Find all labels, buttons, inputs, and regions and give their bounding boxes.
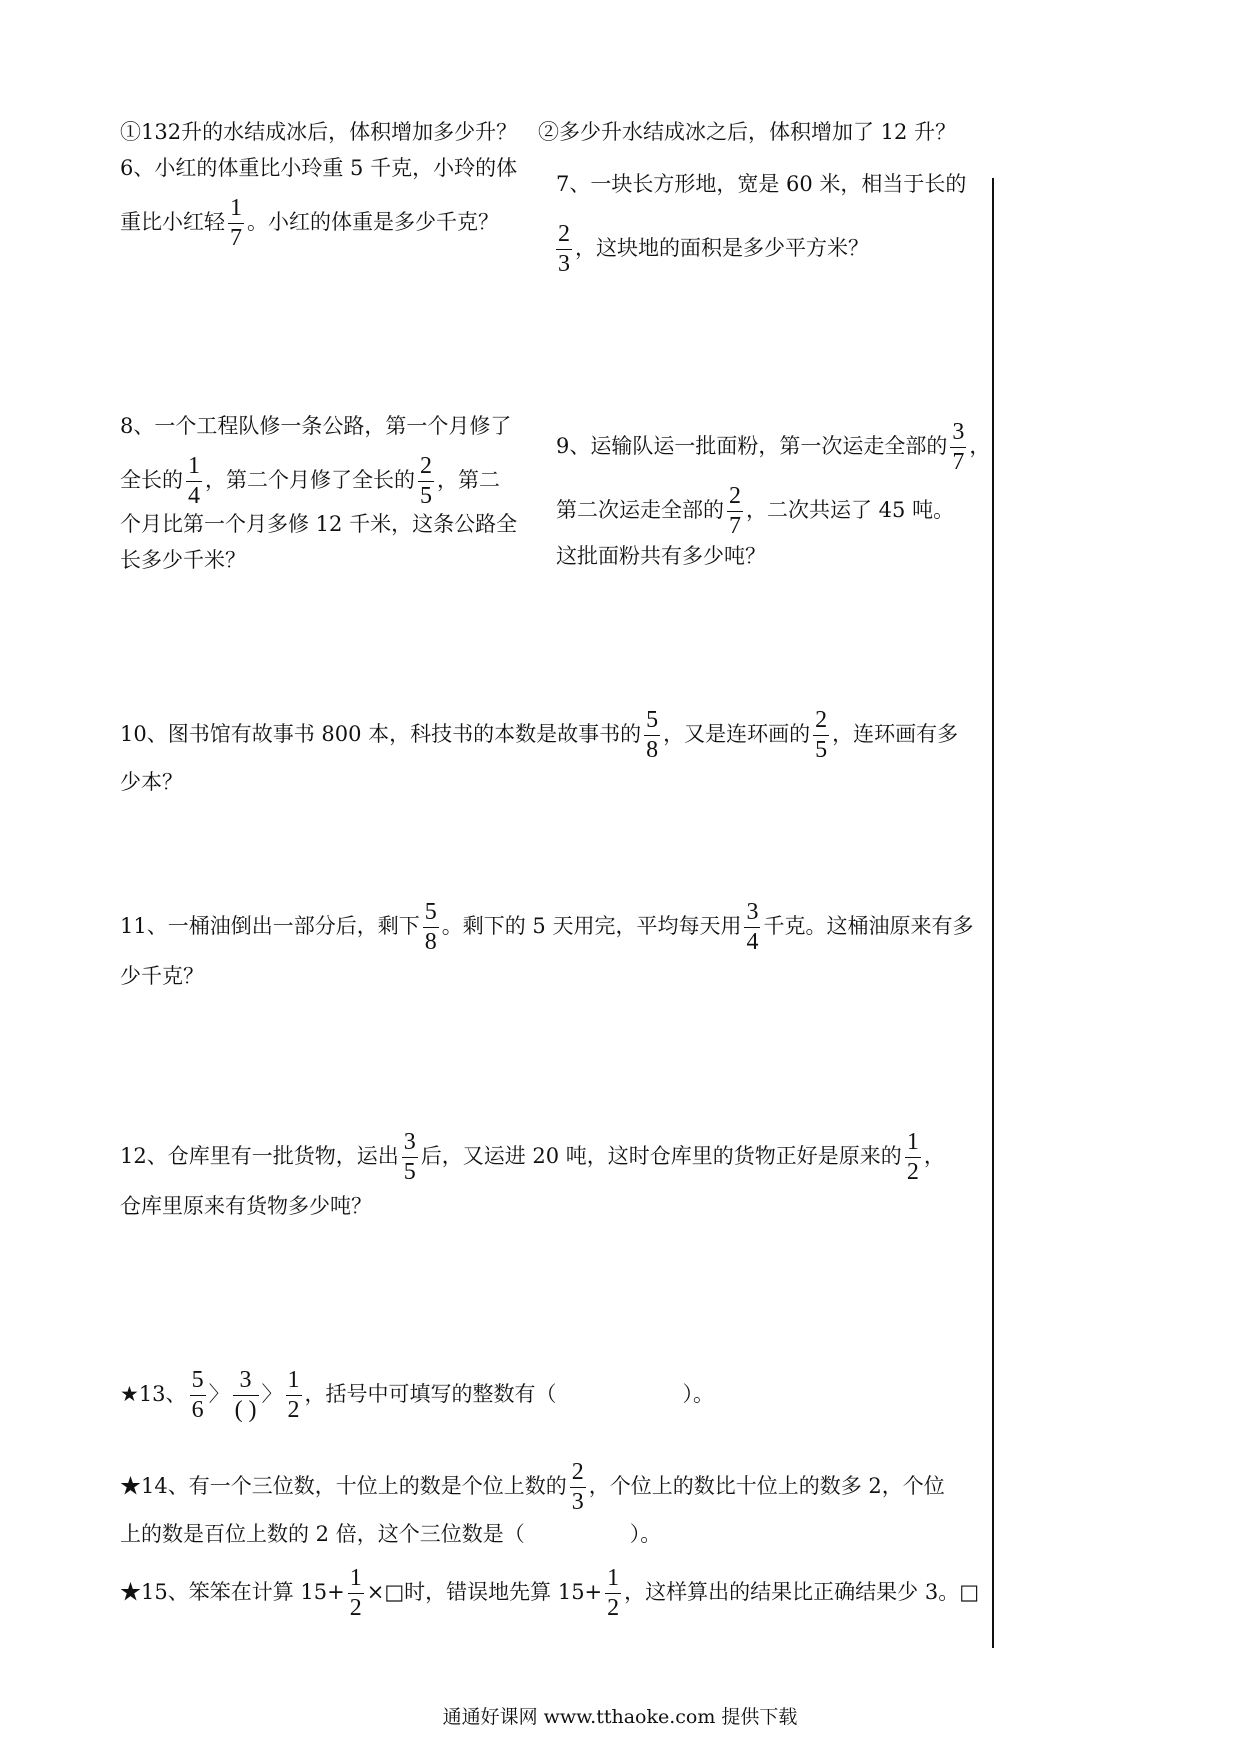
denominator: 3 [558,251,570,278]
problem-13-text: ，括号中可填写的整数有（ ）。 [304,1382,715,1407]
denominator: 5 [815,737,828,764]
problem-8-text: ，第二 [437,468,500,493]
fraction [744,900,760,955]
denominator: 5 [403,1159,416,1186]
fraction [418,454,434,509]
problem-9-line3: 这批面粉共有多少吨？ [556,544,766,568]
numerator: 1 [286,1368,302,1396]
denominator: 3 [571,1489,584,1516]
problem-15-text: ，这样算出的结果比正确结果少 3。□ [624,1580,980,1605]
problem-7-line2 [556,222,869,277]
numerator: 1 [228,196,244,224]
numerator: 3 [744,900,760,928]
problem-6-line1: 6、小红的体重比小玲重 5 千克，小玲的体 [120,156,518,180]
problem-14-line1 [120,1460,945,1515]
problem-10-line1 [120,708,958,763]
problem-9-text: 9、运输队运一批面粉，第一次运走全部的 [556,434,948,459]
problem-12-text: 后，又运进 20 吨，这时仓库里的货物正好是原来的 [420,1144,902,1169]
problem-10-text: ，又是连环画的 [663,722,811,747]
numerator: 1 [905,1130,921,1158]
greater-than-sign: 〉 [261,1382,283,1407]
numerator: 2 [556,222,572,250]
numerator: 1 [348,1566,364,1594]
problem-13-text: ★13、 [120,1382,187,1407]
denominator: 7 [230,225,242,252]
fraction [605,1566,621,1621]
problem-6-text: 。小红的体重是多少千克？ [247,210,499,235]
problem-9-line2 [556,484,954,539]
fraction [186,454,202,509]
problem-9-text: ，二次共运了 45 吨。 [746,498,955,523]
problem-14-line2: 上的数是百位上数的 2 倍，这个三位数是（ ）。 [120,1522,662,1546]
problem-12-line1 [120,1130,945,1185]
problem-11-line1 [120,900,973,955]
fraction [727,484,743,539]
problem-8-text: ，第二个月修了全长的 [205,468,415,493]
fraction [905,1130,921,1185]
numerator: 2 [418,454,434,482]
problem-14-text: ，个位上的数比十位上的数多 2，个位 [588,1474,945,1499]
denominator: 8 [424,929,437,956]
denominator: 5 [420,483,432,510]
problem-5a: ①132升的水结成冰后，体积增加多少升？ [120,120,518,144]
denominator: 2 [906,1159,919,1186]
fraction [950,420,966,475]
problem-9-text: ， [969,434,991,459]
problem-11-text: 千克。这桶油原来有多 [763,914,974,939]
fraction [190,1368,206,1423]
numerator: 3 [233,1368,259,1396]
numerator: 5 [190,1368,206,1396]
greater-than-sign: 〉 [208,1382,230,1407]
problem-14-text: ★14、有一个三位数，十位上的数是个位上数的 [120,1474,567,1499]
problem-6-line2 [120,196,499,251]
fraction [570,1460,586,1515]
problem-8-line2 [120,454,500,509]
numerator: 1 [186,454,202,482]
numerator: 2 [727,484,743,512]
denominator: 6 [191,1397,204,1424]
problem-7-line1: 7、一块长方形地，宽是 60 米，相当于长的 [556,172,967,196]
problem-9-line1 [556,420,990,475]
denominator: 2 [349,1595,362,1622]
problem-9-text: 第二次运走全部的 [556,498,724,523]
problem-7-text: ，这块地的面积是多少平方米？ [575,236,869,261]
fraction [813,708,829,763]
problem-15-text: ×□时，错误地先算 15+ [366,1580,603,1605]
problem-12-line2: 仓库里原来有货物多少吨？ [120,1194,372,1218]
numerator: 5 [423,900,439,928]
denominator: 7 [729,513,741,540]
problem-12-text: 12、仓库里有一批货物，运出 [120,1144,399,1169]
fraction [556,222,572,277]
denominator: 4 [188,483,200,510]
denominator: 8 [646,737,659,764]
problem-5b: ②多少升水结成冰之后，体积增加了 12 升？ [538,120,957,144]
page-footer: 通通好课网 www.tthaoke.com 提供下载 [442,1706,798,1728]
fraction [423,900,439,955]
problem-8-line3: 个月比第一个月多修 12 千米，这条公路全 [120,512,518,536]
denominator: 2 [287,1397,300,1424]
problem-13-line1 [120,1368,714,1423]
problem-11-text: 。剩下的 5 天用完，平均每天用 [441,914,742,939]
numerator: 1 [605,1566,621,1594]
problem-15-text: ★15、笨笨在计算 15+ [120,1580,345,1605]
problem-11-line2: 少千克？ [120,964,204,988]
problem-8-line1: 8、一个工程队修一条公路，第一个月修了 [120,414,512,438]
numerator: 2 [813,708,829,736]
numerator: 3 [402,1130,418,1158]
numerator: 3 [950,420,966,448]
denominator: 7 [952,449,965,476]
problem-11-text: 11、一桶油倒出一部分后，剩下 [120,914,420,939]
margin-rule [992,178,994,1648]
fraction [402,1130,418,1185]
problem-10-text: 10、图书馆有故事书 800 本，科技书的本数是故事书的 [120,722,642,747]
fraction [228,196,244,251]
denominator: 4 [746,929,759,956]
problem-15-line1 [120,1566,979,1621]
numerator: 5 [644,708,660,736]
numerator: 2 [570,1460,586,1488]
fraction [348,1566,364,1621]
fraction [286,1368,302,1423]
problem-6-text: 重比小红轻 [120,210,225,235]
fraction [233,1368,259,1423]
problem-8-text: 全长的 [120,468,183,493]
denominator-blank: ( ) [234,1397,257,1424]
problem-10-line2: 少本？ [120,770,183,794]
denominator: 2 [607,1595,620,1622]
fraction [644,708,660,763]
problem-12-text: ， [923,1144,945,1169]
problem-10-text: ，连环画有多 [832,722,959,747]
problem-8-line4: 长多少千米？ [120,548,246,572]
